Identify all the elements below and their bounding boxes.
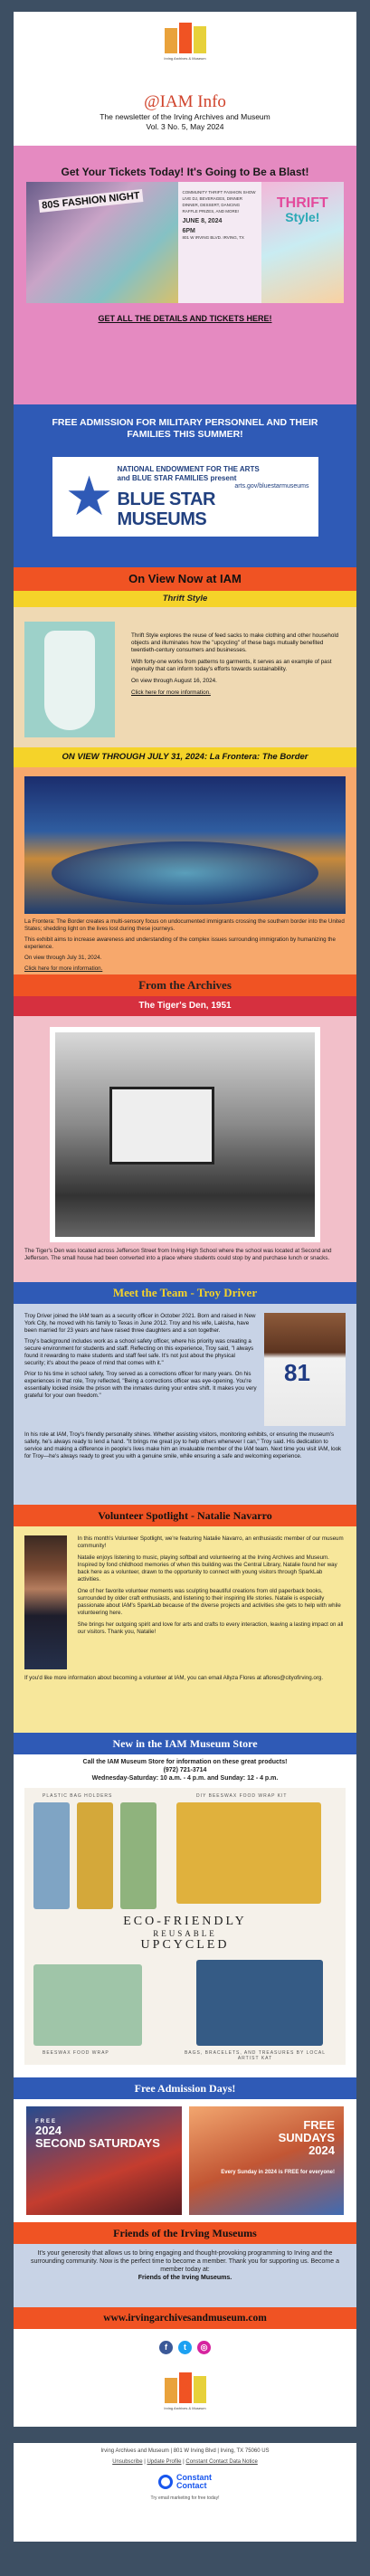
frontera-paragraph: La Frontera: The Border creates a multi-sensory focus on undocumented immigrants crossing the southern border into the United States; shedding light on the lives lost during these journeys.	[24, 918, 345, 932]
archives-caption: The Tiger's Den was located across Jefferson Street from Irving High School where the school was located at Second and Jefferson. The small house had been converted into a place where students could stop by and purchase lunch or snacks.	[24, 1248, 332, 1261]
volunteer-contact: If you'd like more information about becoming a volunteer at IAM, you can email Allyza Flores at aflores@cityofirving.org.	[24, 1675, 324, 1681]
product-label: BAGS, BRACELETS, AND TREASURES BY LOCAL ARTIST KAT	[184, 2050, 327, 2061]
archives-heading: From the Archives	[14, 974, 356, 996]
free-label: FREE	[303, 2118, 335, 2132]
tickets-section	[14, 182, 356, 404]
team-paragraph: Troy's background includes work as a school safety officer, where his priority was creating a secure environment for students and staff. Reflecting on this experience, Troy said, "I always found it rewarding to make students and staff feel safe. It's not just about the physical security; it's about the peace of mind that comes with it."	[24, 1338, 254, 1366]
newsletter-subtitle: The newsletter of the Irving Archives and Museum	[100, 112, 270, 121]
newsletter-volume: Vol. 3 No. 5, May 2024	[146, 122, 224, 131]
event-date: JUNE 8, 2024	[182, 218, 223, 224]
fashion-photo	[26, 182, 178, 303]
brand-line-2: Style!	[285, 210, 320, 224]
team-section	[14, 1304, 356, 1505]
iam-logo	[159, 21, 212, 61]
free-admission-section	[14, 2099, 356, 2222]
bsm-line-2: and BLUE STAR FAMILIES present	[117, 473, 237, 482]
event-address: 801 W IRVING BLVD. IRVING, TX	[182, 235, 244, 240]
newsletter-title: @IAM Info	[144, 92, 226, 111]
product-label: DIY BEESWAX FOOD WRAP KIT	[196, 1793, 288, 1799]
event-line: LIVE DJ, BEVERAGES, DINNER	[182, 196, 242, 201]
update-profile-link[interactable]: Update Profile	[147, 2459, 182, 2465]
event-details	[178, 182, 261, 303]
free-admission-heading: Free Admission Days!	[14, 2077, 356, 2099]
archives-section	[14, 1016, 356, 1282]
tickets-link[interactable]: GET ALL THE DETAILS AND TICKETS HERE!	[98, 314, 272, 323]
frontera-heading: ON VIEW THROUGH JULY 31, 2024: La Frontera: The Border	[14, 747, 356, 767]
newsletter-header	[14, 12, 356, 146]
store-tagline	[24, 1915, 346, 1953]
thrift-paragraph: Thrift Style explores the reuse of feed sacks to make clothing and other household objects and illuminates how the "upcycling" of these bags mutually benefited twentieth-century consumers and businesses.	[131, 632, 339, 653]
friends-text: It's your generosity that allows us to bring engaging and thought-provoking programming to Irving and the surrounding community. Now is the perfect time to become a member. Thank you for supporting us. Become a member today at:	[31, 2250, 339, 2273]
brand-line-1: THRIFT	[276, 195, 328, 211]
volunteer-section	[14, 1526, 356, 1733]
tickets-heading: Get Your Tickets Today! It's Going to Be a Blast!	[14, 162, 356, 182]
second-saturdays-title: SECOND SATURDAYS	[35, 2136, 160, 2150]
year-label: 2024	[308, 2143, 335, 2157]
logo-text: Irving Archives & Museum	[164, 2406, 206, 2410]
frontera-paragraph: On view through July 31, 2024.	[24, 955, 102, 961]
thrift-style-brand	[261, 182, 344, 303]
cc-line-2: Contact	[176, 2481, 207, 2490]
fashion-night-banner[interactable]	[26, 182, 344, 303]
event-time: 6PM	[182, 228, 195, 234]
team-paragraph: Prior to his time in school safety, Troy served as a corrections officer for many years. On his experiences in that role, Troy reflected, "Being a corrections officer was eye-opening. You're essentially locked inside the prison with the inmates during your entire shift. It makes you very grateful for your own freedom."	[24, 1371, 257, 1399]
star-icon: ★	[64, 466, 114, 527]
volunteer-paragraph: In this month's Volunteer Spotlight, we're featuring Natalie Navarro, an enthusiastic member of our museum community!	[77, 1535, 344, 1549]
footer-logo-area	[14, 2365, 356, 2427]
store-products-image	[24, 1788, 346, 2065]
cc-line-1: Constant	[176, 2473, 212, 2482]
frontera-exhibit-photo	[24, 776, 346, 914]
twitter-icon[interactable]: t	[178, 2341, 192, 2354]
store-phone[interactable]: (972) 721-3714	[163, 1767, 207, 1773]
thrift-paragraph: On view through August 16, 2024.	[131, 678, 217, 684]
friends-heading: Friends of the Irving Museums	[14, 2222, 356, 2244]
bsm-url: arts.gov/bluestarmuseums	[234, 482, 309, 490]
second-saturdays-card[interactable]	[26, 2106, 182, 2215]
iam-logo	[159, 2371, 212, 2410]
volunteer-paragraph: One of her favorite volunteer moments was sculpting beautiful creations from old paperback books, surrounded by older craft enthusiasts, and listening to their inspiring life stories. Natalie is especially passionate about IAM's SparkLab because of the diverse projects and activities she gets to help with while volunteering here.	[77, 1588, 341, 1616]
product-label: PLASTIC BAG HOLDERS	[43, 1793, 113, 1799]
thrift-more-info-link[interactable]: Click here for more information.	[131, 689, 211, 696]
military-section	[14, 404, 356, 567]
feed-sack-dress-photo	[24, 622, 115, 737]
social-links	[14, 2329, 356, 2365]
constant-contact-icon	[158, 2475, 173, 2489]
store-info: Call the IAM Museum Store for information on these great products!	[82, 1759, 288, 1765]
thrift-style-heading: Thrift Style	[14, 591, 356, 607]
bsm-title: BLUE STAR MUSEUMS	[117, 489, 215, 529]
team-paragraph: Troy Driver joined the IAM team as a security officer in October 2021. Born and raised in New York City, he moved with his family to Texas in June 2012. Troy and his wife, Lakisha, have been married for 23 years and have raised three daughters and a son together.	[24, 1313, 256, 1334]
sundays-note: Every Sunday in 2024 is FREE for everyone!	[221, 2170, 335, 2175]
team-heading: Meet the Team - Troy Driver	[14, 1282, 356, 1304]
tagline-line: UPCYCLED	[140, 1938, 230, 1952]
natalie-navarro-photo	[24, 1535, 67, 1669]
frontera-section	[14, 767, 356, 974]
event-line: DINNER, DESSERT, DANCING	[182, 203, 241, 207]
pink-spacer	[14, 146, 356, 162]
email-footer: Irving Archives and Museum | 801 W Irving Blvd | Irving, TX 75060 US Unsubscribe | Update Profile | Constant Contact Data Notice Constant Contact Try email marketing for free today!	[14, 2443, 356, 2542]
instagram-icon[interactable]: ◎	[197, 2341, 211, 2354]
footer-address: Irving Archives and Museum | 801 W Irving Blvd | Irving, TX 75060 US	[100, 2448, 270, 2454]
store-heading: New in the IAM Museum Store	[14, 1733, 356, 1754]
bsm-line-1: NATIONAL ENDOWMENT FOR THE ARTS	[117, 464, 260, 473]
facebook-icon[interactable]: f	[159, 2341, 173, 2354]
blue-star-museums-banner[interactable]	[52, 457, 318, 537]
cc-tagline: Try email marketing for free today!	[150, 2495, 220, 2501]
thrift-paragraph: With forty-one works from patterns to garments, it serves as an example of past ingenuity that can inform today's efforts towards sustainability.	[131, 659, 332, 672]
thrift-style-section	[14, 607, 356, 747]
free-label: FREE	[35, 2119, 58, 2124]
tagline-line: ECO-FRIENDLY	[123, 1915, 247, 1928]
troy-driver-photo	[264, 1313, 346, 1426]
store-section	[14, 1754, 356, 2077]
free-sundays-card[interactable]	[189, 2106, 345, 2215]
on-view-heading: On View Now at IAM	[14, 567, 356, 591]
event-line: RAFFLE PRIZES, AND MORE!	[182, 209, 239, 214]
military-heading: FREE ADMISSION FOR MILITARY PERSONNEL AND THEIR FAMILIES THIS SUMMER!	[52, 417, 318, 440]
website-link[interactable]: www.irvingarchivesandmuseum.com	[14, 2307, 356, 2329]
volunteer-heading: Volunteer Spotlight - Natalie Navarro	[14, 1505, 356, 1526]
tigers-den-heading: The Tiger's Den, 1951	[14, 996, 356, 1016]
friends-section	[14, 2244, 356, 2307]
tigers-den-photo	[50, 1027, 320, 1242]
frontera-more-info-link[interactable]: Click here for more information.	[24, 965, 103, 972]
year-label: 2024	[35, 2124, 62, 2137]
frontera-paragraph: This exhibit aims to increase awareness and understanding of the complex issues surrounding immigration by humanizing the experience.	[24, 936, 336, 950]
jersey-number: 81	[284, 1359, 310, 1386]
data-notice-link[interactable]: Constant Contact Data Notice	[185, 2459, 258, 2465]
team-paragraph: In his role at IAM, Troy's friendly personality shines. Whether assisting visitors, monitoring exhibits, or ensuring the museum's safety, he's always ready to lend a hand. "It brings me great joy to help others whenever I can," Troy said. His dedication to service and making a difference in people's lives make him an invaluable member of the IAM team. Next time you visit IAM, look for Troy—he's always ready to greet you with a genuine smile, while ensuring a safe and welcoming experience.	[24, 1431, 342, 1459]
constant-contact-badge[interactable]	[158, 2474, 212, 2490]
product-label: BEESWAX FOOD WRAP	[43, 2050, 109, 2056]
unsubscribe-link[interactable]: Unsubscribe	[112, 2459, 143, 2465]
volunteer-paragraph: Natalie enjoys listening to music, playing softball and volunteering at the Irving Archives and Museum. Inspired by fond childhood memories of when this building was the Central Library, Natalie found her way back here as a volunteer, drawn to the opportunity to connect with young visitors through SparkLab activities.	[77, 1554, 337, 1583]
volunteer-paragraph: She brings her outgoing spirit and love for arts and crafts to every interaction, leaving a lasting impact on all our visitors. Thank you, Natalie!	[77, 1621, 344, 1635]
friends-link[interactable]: Friends of the Irving Museums.	[138, 2275, 232, 2281]
event-line: COMMUNITY THRIFT FASHION SHOW	[182, 190, 256, 195]
logo-text: Irving Archives & Museum	[164, 56, 206, 61]
fashion-night-heading: 80S FASHION NIGHT	[39, 189, 144, 213]
store-hours: Wednesday-Saturday: 10 a.m. - 4 p.m. and Sunday: 12 - 4 p.m.	[91, 1775, 279, 1782]
tagline-line: REUSABLE	[153, 1929, 217, 1938]
sundays-title: SUNDAYS	[278, 2131, 335, 2144]
